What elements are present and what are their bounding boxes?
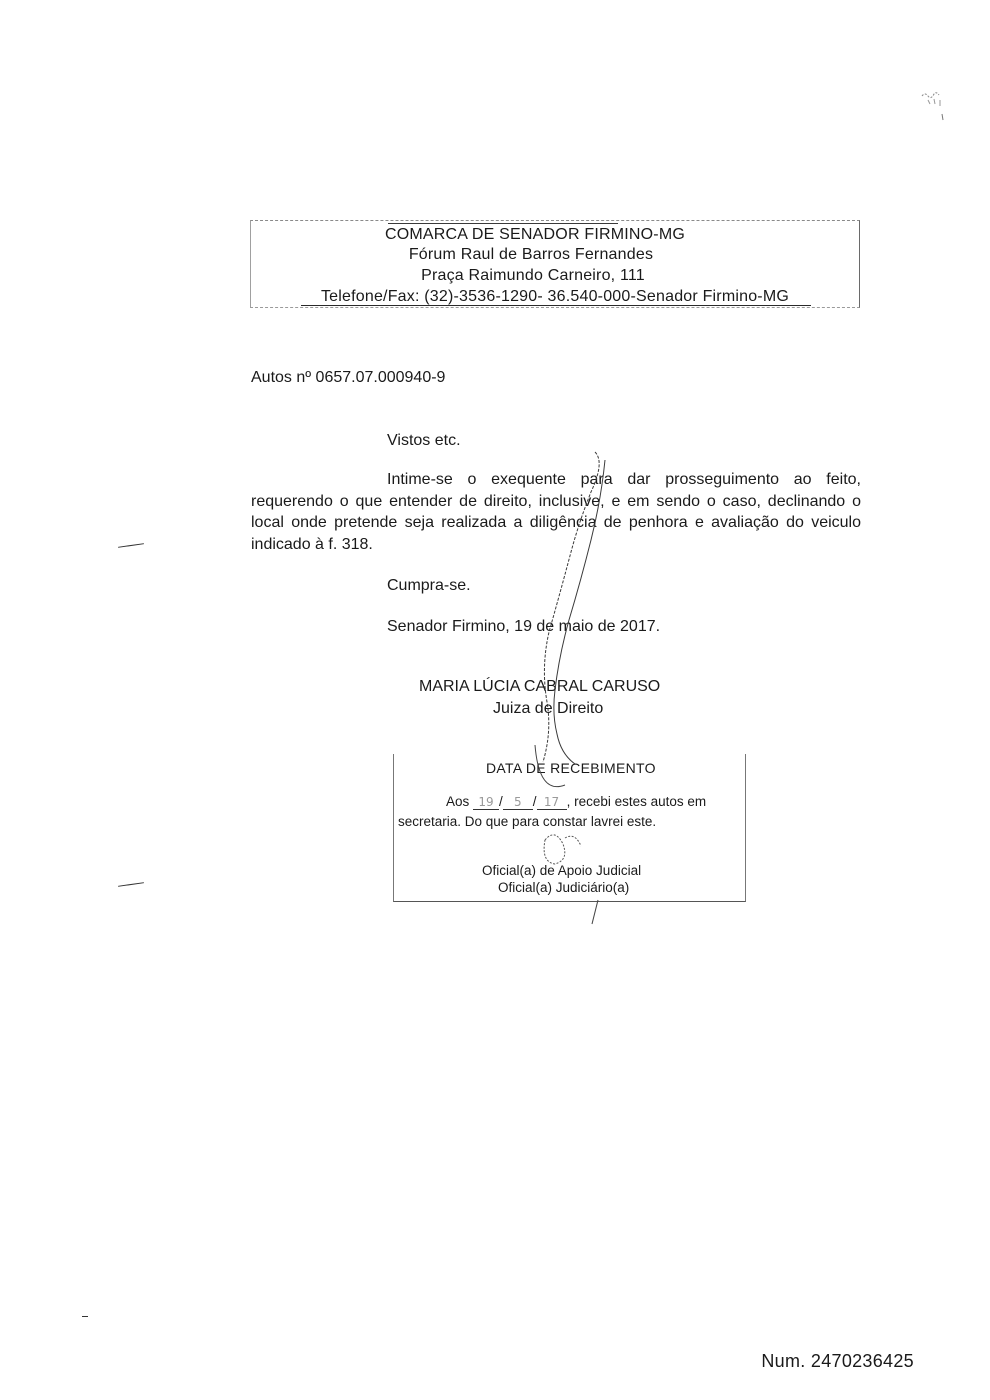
margin-dot — [82, 1316, 88, 1317]
document-number: Num. 2470236425 — [761, 1351, 914, 1371]
greeting: Vistos etc. — [387, 432, 461, 449]
folio-stamp-icon — [918, 86, 950, 126]
receipt-text-line2: secretaria. Do que para constar lavrei este. — [398, 814, 657, 829]
margin-hole-mark — [118, 543, 144, 548]
judge-name: MARIA LÚCIA CABRAL CARUSO — [419, 678, 661, 695]
forum-name: Fórum Raul de Barros Fernandes — [408, 246, 654, 263]
receipt-year: 17 — [537, 795, 567, 810]
margin-hole-mark — [118, 882, 144, 887]
court-header — [250, 220, 860, 308]
header-overline — [388, 223, 618, 224]
receipt-date-line: Aos 19 / 5 / 17 , recebi estes autos em — [446, 794, 707, 809]
place-date: Senador Firmino, 19 de maio de 2017. — [387, 618, 661, 635]
court-contact: Telefone/Fax: (32)-3536-1290- 36.540-000-Senador Firmino-MG — [320, 288, 790, 305]
receipt-stamp-title: DATA DE RECEBIMENTO — [486, 760, 656, 776]
header-underline — [301, 305, 811, 306]
closing: Cumpra-se. — [387, 577, 471, 594]
court-name: COMARCA DE SENADOR FIRMINO-MG — [384, 226, 686, 243]
receipt-signature-line1: Oficial(a) de Apoio Judicial — [482, 863, 642, 878]
receipt-day: 19 — [473, 795, 499, 810]
receipt-prefix: Aos — [446, 794, 470, 809]
case-number: Autos nº 0657.07.000940-9 — [251, 369, 446, 386]
receipt-text-after: recebi estes autos em — [574, 794, 707, 809]
judge-title: Juiza de Direito — [493, 700, 604, 717]
receipt-stamp — [393, 754, 746, 902]
receipt-month: 5 — [503, 795, 533, 810]
order-paragraph: Intime-se o exequente para dar prosseguimento ao feito, requerendo o que entender de direito, inclusive, e em sendo o caso, declinando o local onde pretende seja realizada a diligência de penhora e avaliação do veiculo indicado à f. 318. — [251, 471, 861, 553]
receipt-signature-line2: Oficial(a) Judiciário(a) — [498, 880, 630, 895]
court-address: Praça Raimundo Carneiro, 111 — [421, 267, 645, 284]
